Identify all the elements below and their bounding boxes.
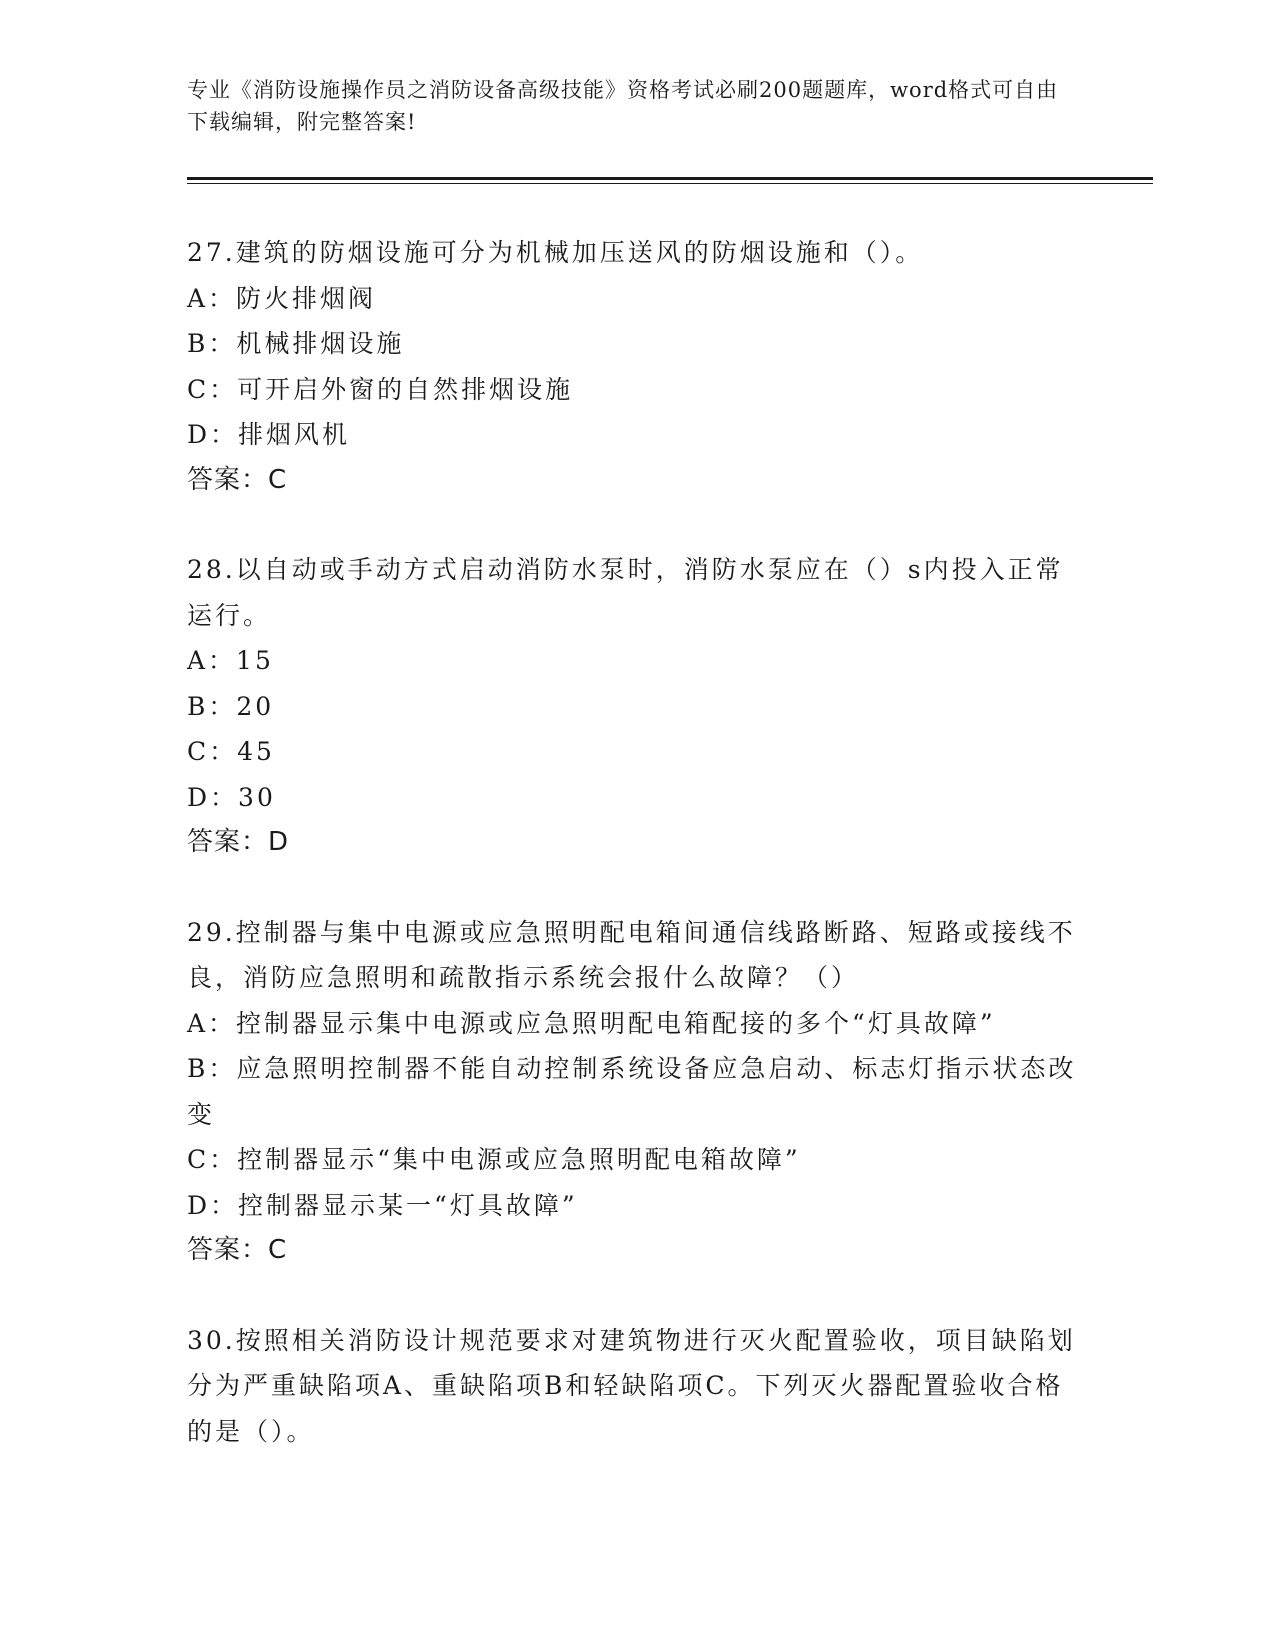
question-stem: 29.控制器与集中电源或应急照明配电箱间通信线路断路、短路或接线不良，消防应急照明和疏散指示系统会报什么故障？（） — [187, 917, 1076, 992]
answer-label: 答案：C — [187, 464, 288, 495]
option-b: B：20 — [187, 691, 275, 721]
option-d: D：30 — [187, 782, 276, 812]
answer-label: 答案：D — [187, 827, 290, 857]
question-stem: 30.按照相关消防设计规范要求对建筑物进行灭火配置验收，项目缺陷划分为严重缺陷项A、重缺陷项B和轻缺陷项C。下列灭火器配置验收合格的是（）。 — [187, 1325, 1076, 1446]
document-header — [187, 74, 1067, 138]
question-stem: 27.建筑的防烟设施可分为机械加压送风的防烟设施和（）。 — [187, 238, 924, 267]
option-c: C：控制器显示“集中电源或应急照明配电箱故障” — [187, 1145, 801, 1174]
option-d: D：排烟风机 — [187, 420, 351, 449]
option-b: B：机械排烟设施 — [187, 329, 405, 358]
header-text: 专业《消防设施操作员之消防设备高级技能》资格考试必刷200题题库，word格式可自由下载编辑，附完整答案! — [187, 78, 1059, 134]
option-a: A：防火排烟阀 — [187, 283, 377, 313]
option-b: B：应急照明控制器不能自动控制系统设备应急启动、标志灯指示状态改变 — [187, 1054, 1077, 1129]
question-29 — [187, 910, 1087, 1274]
question-stem: 28.以自动或手动方式启动消防水泵时，消防水泵应在（）s内投入正常运行。 — [187, 555, 1064, 630]
question-list — [187, 230, 1087, 1498]
question-27 — [187, 230, 1087, 503]
answer-label: 答案：C — [187, 1235, 288, 1265]
header-rule-thin — [187, 183, 1153, 184]
option-c: C：可开启外窗的自然排烟设施 — [187, 374, 574, 404]
option-a: A：15 — [187, 646, 274, 675]
question-30 — [187, 1318, 1087, 1455]
header-rule-thick — [187, 177, 1153, 180]
option-c: C：45 — [187, 737, 275, 766]
option-d: D：控制器显示某一“灯具故障” — [187, 1190, 578, 1220]
option-a: A：控制器显示集中电源或应急照明配电箱配接的多个“灯具故障” — [187, 1008, 996, 1038]
question-28 — [187, 547, 1087, 866]
